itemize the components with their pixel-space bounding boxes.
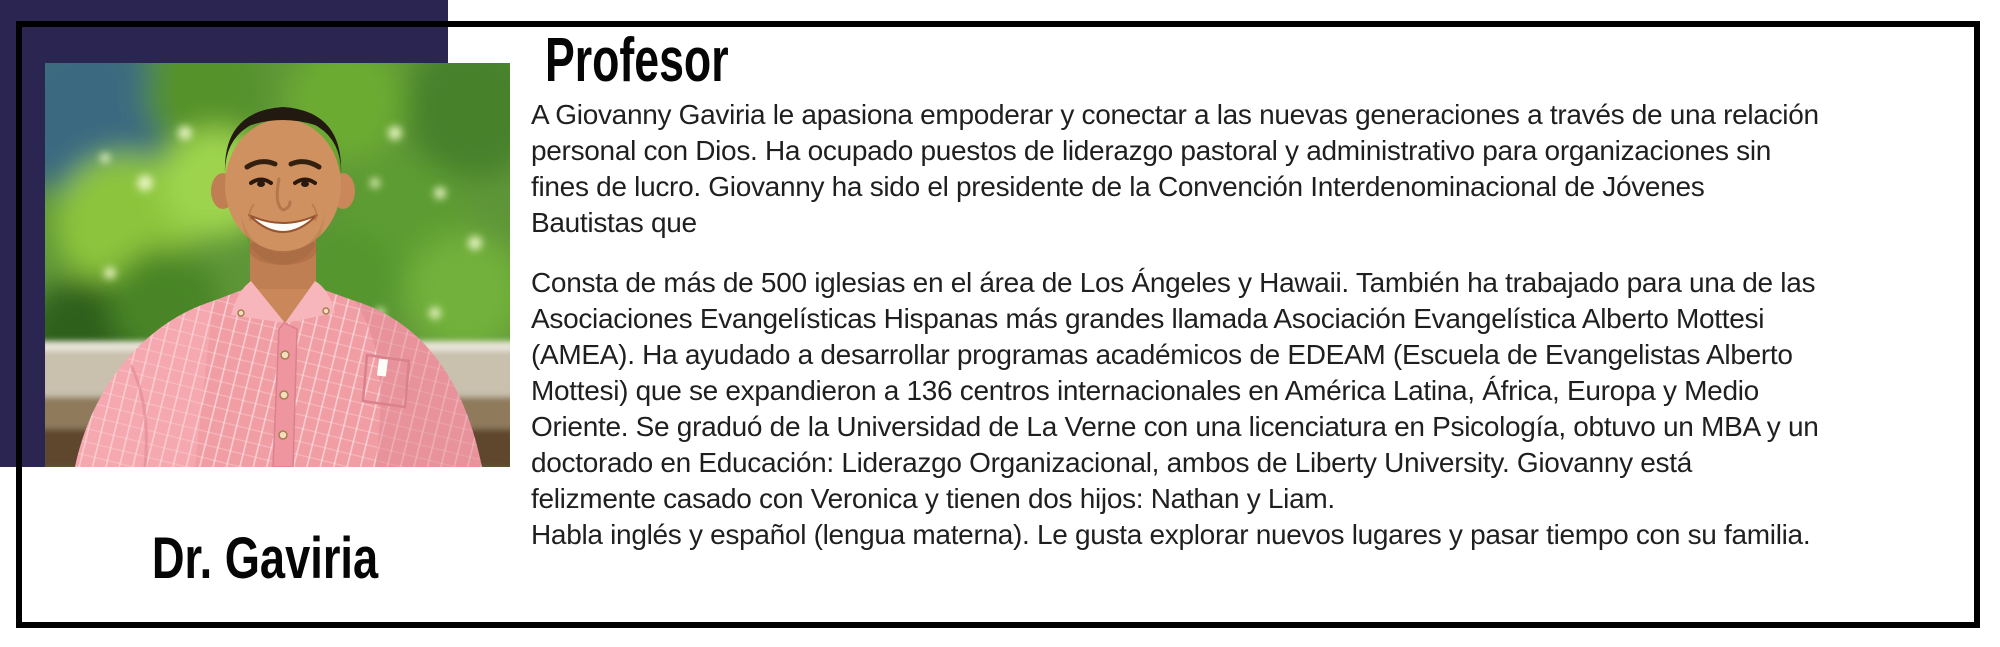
bio-line: (AMEA). Ha ayudado a desarrollar programas académicos de EDEAM (Escuela de Evangelistas Alberto xyxy=(531,339,1793,370)
profile-photo xyxy=(45,63,510,467)
bio-line: A Giovanny Gaviria le apasiona empoderar y conectar a las nuevas generaciones a través de una relación xyxy=(531,99,1819,130)
bio-line: Oriente. Se graduó de la Universidad de La Verne con una licenciatura en Psicología, obtuvo un MBA y un xyxy=(531,411,1819,442)
bio-paragraph-2 xyxy=(531,265,1819,517)
bio-line: doctorado en Educación: Liderazgo Organizacional, ambos de Liberty University. Giovanny está xyxy=(531,447,1692,478)
bio-paragraph-3 xyxy=(531,517,1819,553)
bio-line: Asociaciones Evangelísticas Hispanas más grandes llamada Asociación Evangelística Alberto Mottesi xyxy=(531,303,1765,334)
bio-line: personal con Dios. Ha ocupado puestos de liderazgo pastoral y administrativo para organizaciones sin xyxy=(531,135,1772,166)
professor-name: Dr. Gaviria xyxy=(151,526,379,591)
page-title: Profesor xyxy=(545,26,729,95)
bio-line: felizmente casado con Veronica y tienen dos hijos: Nathan y Liam. xyxy=(531,483,1335,514)
bio-line: Consta de más de 500 iglesias en el área de Los Ángeles y Hawaii. También ha trabajado para una de las xyxy=(531,267,1816,298)
profile-photo-illustration xyxy=(45,63,510,467)
bio-paragraph-1 xyxy=(531,97,1819,241)
bio-line: fines de lucro. Giovanny ha sido el presidente de la Convención Interdenominacional de Jóvenes xyxy=(531,171,1705,202)
bio-line: Bautistas que xyxy=(531,207,697,238)
bio-line: Mottesi) que se expandieron a 136 centros internacionales en América Latina, África, Europa y Medio xyxy=(531,375,1759,406)
bio-text xyxy=(531,97,1819,553)
bio-line: Habla inglés y español (lengua materna). Le gusta explorar nuevos lugares y pasar tiempo con su familia. xyxy=(531,519,1811,550)
